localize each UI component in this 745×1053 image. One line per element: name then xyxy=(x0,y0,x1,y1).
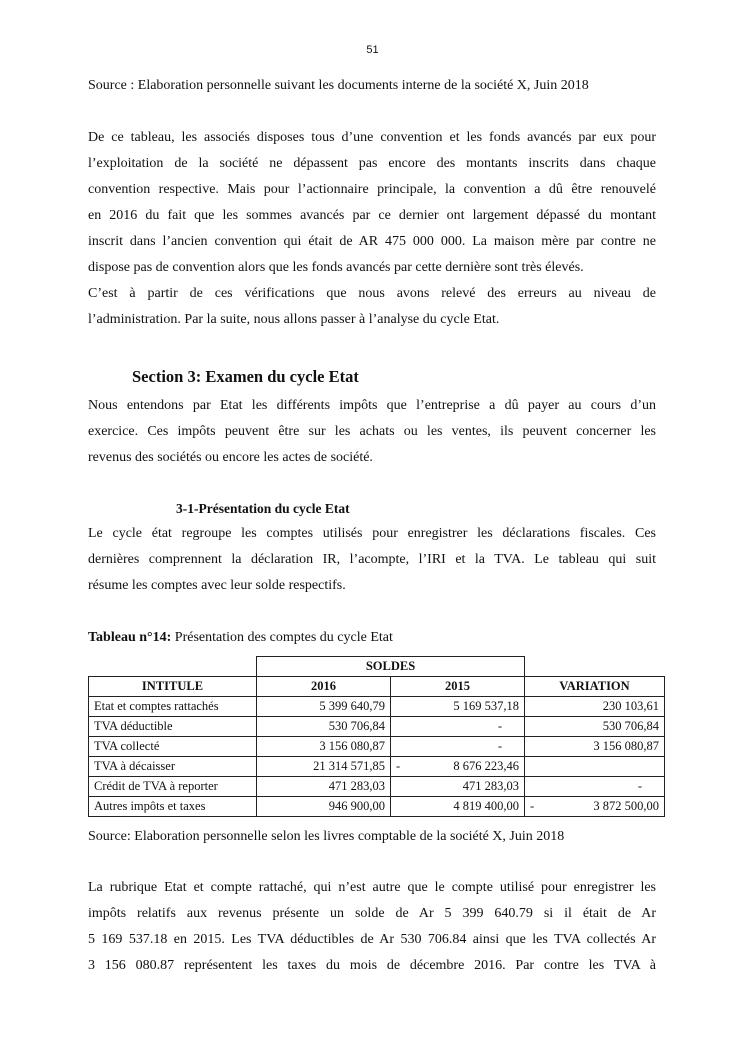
cell-label: Etat et comptes rattachés xyxy=(89,697,257,717)
table-group-header-row xyxy=(89,657,665,677)
cell-variation: 530 706,84 xyxy=(525,717,665,737)
table-row xyxy=(89,737,665,757)
paragraph-line: convention respective. Mais pour l’actionnaire principale, la convention a dû être renouvelé xyxy=(88,182,656,197)
paragraph-line: revenus des sociétés ou encore les actes de société. xyxy=(88,450,373,465)
cell-2016: 946 900,00 xyxy=(257,797,391,817)
paragraph-line: Le cycle état regroupe les comptes utilisés pour enregistrer les déclarations fiscales. Ces xyxy=(88,526,656,541)
source-note-table: Source: Elaboration personnelle selon les livres comptable de la société X, Juin 2018 xyxy=(88,829,565,844)
cell-2016: 471 283,03 xyxy=(257,777,391,797)
accounts-table xyxy=(88,656,665,817)
section-title: Section 3: Examen du cycle Etat xyxy=(132,367,359,386)
cell-2015: - xyxy=(391,717,525,737)
cell-variation xyxy=(525,757,665,777)
soldes-header: SOLDES xyxy=(257,657,525,677)
table-header-row xyxy=(89,677,665,697)
cell-sign: - xyxy=(396,759,401,773)
cell-variation xyxy=(525,797,665,817)
paragraph-line: exercice. Ces impôts peuvent être sur les achats ou les ventes, ils peuvent concerner les xyxy=(88,424,656,439)
cell-2015 xyxy=(391,757,525,777)
header-2015: 2015 xyxy=(391,677,525,697)
cell-2016: 5 399 640,79 xyxy=(257,697,391,717)
paragraph-line: dispose pas de convention alors que les fonds avancés par cette dernière sont très élevés. xyxy=(88,260,584,275)
paragraph-line: De ce tableau, les associés disposes tous d’une convention et les fonds avancés par eux pour xyxy=(88,130,656,145)
cell-variation: 230 103,61 xyxy=(525,697,665,717)
table-caption xyxy=(88,630,656,646)
paragraph-line: inscrit dans l’ancien convention qui était de AR 475 000 000. La maison mère par contre ne xyxy=(88,234,656,249)
paragraph-line: Nous entendons par Etat les différents impôts que l’entreprise a dû payer au cours d’un xyxy=(88,398,656,413)
table-row xyxy=(89,797,665,817)
cell-2015: 5 169 537,18 xyxy=(391,697,525,717)
table-row xyxy=(89,697,665,717)
cell-2016: 530 706,84 xyxy=(257,717,391,737)
cell-label: TVA collecté xyxy=(89,737,257,757)
cell-variation: 3 156 080,87 xyxy=(525,737,665,757)
cell-2015: 4 819 400,00 xyxy=(391,797,525,817)
cell-value: 8 676 223,46 xyxy=(453,759,519,773)
cell-label: TVA déductible xyxy=(89,717,257,737)
header-intitule: INTITULE xyxy=(89,677,257,697)
table-caption-text: Présentation des comptes du cycle Etat xyxy=(171,630,393,645)
paragraph-line: l’administration. Par la suite, nous allons passer à l’analyse du cycle Etat. xyxy=(88,312,500,327)
table-row xyxy=(89,777,665,797)
cell-2016: 3 156 080,87 xyxy=(257,737,391,757)
cell-label: Crédit de TVA à reporter xyxy=(89,777,257,797)
paragraph-line: La rubrique Etat et compte rattaché, qui n’est autre que le compte utilisé pour enregistrer les xyxy=(88,880,656,895)
paragraph-line: impôts relatifs aux revenus présente un solde de Ar 5 399 640.79 si il était de Ar xyxy=(88,906,656,921)
subsection-title: 3-1-Présentation du cycle Etat xyxy=(176,501,350,516)
paragraph-line: en 2016 du fait que les sommes avancés par ce dernier ont largement dépassé du montant xyxy=(88,208,656,223)
cell-2015: 471 283,03 xyxy=(391,777,525,797)
source-note-top: Source : Elaboration personnelle suivant les documents interne de la société X, Juin 2018 xyxy=(88,78,589,93)
cell-value: 3 872 500,00 xyxy=(593,799,659,813)
table-caption-label: Tableau n°14: xyxy=(88,630,172,645)
table-row xyxy=(89,717,665,737)
paragraph-line: l’exploitation de la société ne dépassent pas encore des montants inscrits dans chaque xyxy=(88,156,656,171)
table-row xyxy=(89,757,665,777)
table-empty-cell xyxy=(89,657,257,677)
header-2016: 2016 xyxy=(257,677,391,697)
cell-label: Autres impôts et taxes xyxy=(89,797,257,817)
paragraph-line: résume les comptes avec leur solde respectifs. xyxy=(88,578,346,593)
table-empty-cell xyxy=(525,657,665,677)
page-number: 51 xyxy=(366,44,379,56)
paragraph-line: C’est à partir de ces vérifications que nous avons relevé des erreurs au niveau de xyxy=(88,286,656,301)
cell-label: TVA à décaisser xyxy=(89,757,257,777)
paragraph-line: 5 169 537.18 en 2015. Les TVA déductibles de Ar 530 706.84 ainsi que les TVA collectés Ar xyxy=(88,932,656,947)
cell-2016: 21 314 571,85 xyxy=(257,757,391,777)
header-variation: VARIATION xyxy=(525,677,665,697)
cell-2015: - xyxy=(391,737,525,757)
cell-sign: - xyxy=(530,799,535,813)
cell-variation: - xyxy=(525,777,665,797)
paragraph-line: 3 156 080.87 représentent les taxes du mois de décembre 2016. Par contre les TVA à xyxy=(88,958,656,973)
paragraph-line: dernières comprennent la déclaration IR, l’acompte, l’IRI et la TVA. Le tableau qui suit xyxy=(88,552,656,567)
